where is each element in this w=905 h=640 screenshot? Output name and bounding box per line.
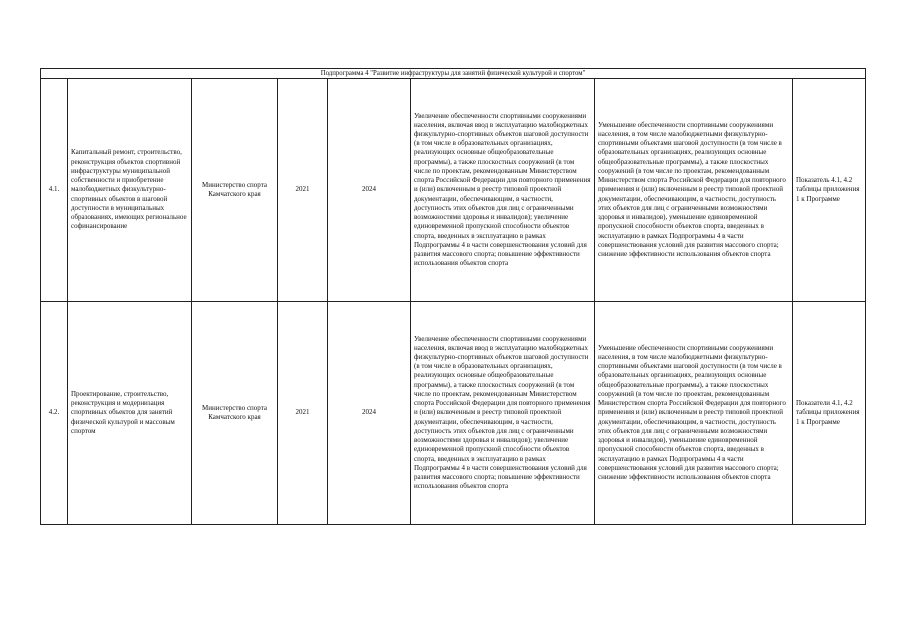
activity-name: Проектирование, строительство, реконструкция и модернизация спортивных объектов для занятий физической культурой и массовым спортом <box>68 302 192 525</box>
program-activities-table <box>40 68 866 525</box>
expected-result: Увеличение обеспеченности спортивными сооружениями населения, включая ввод в эксплуатацию малобюджетных физкультурно-спортивных объектов шаговой доступности (в том числе в образовательных организациях, реализующих основные общеобразовательные программы), а также плоскостных сооружений (в том числе по проектам, рекомендованным Министерством спорта Российской Федерации для повторного применения и (или) включенным в реестр типовой проектной документации, обеспечивающим, в частности, доступность этих объектов для лиц с ограниченными возможностями здоровья и инвалидов); увеличение единовременной пропускной способности объектов спорта, введенных в эксплуатацию в рамках Подпрограммы 4 в части совершенствования условий для развития массового спорта; повышение эффективности использования объектов спорта <box>411 79 595 302</box>
table-row <box>41 79 866 302</box>
non-implementation-consequences: Уменьшение обеспеченности спортивными сооружениями населения, в том числе малобюджетными физкультурно-спортивными объектами шаговой доступности (в том числе в образовательных организациях, реализующих основные общеобразовательные программы), а также плоскостных сооружений (в том числе по проектам, рекомендованным Министерством спорта Российской Федерации для повторного применения и (или) включенным в реестр типовой проектной документации, обеспечивающим, в частности, доступность этих объектов для лиц с ограниченными возможностями здоровья и инвалидов), уменьшение единовременной пропускной способности объектов спорта, введенных в эксплуатацию в рамках Подпрограммы 4 в части совершенствования условий для развития массового спорта; снижение эффективности использования объектов спорта <box>595 79 793 302</box>
row-number: 4.2. <box>41 302 68 525</box>
expected-result: Увеличение обеспеченности спортивными сооружениями населения, включая ввод в эксплуатацию малобюджетных физкультурно-спортивных объектов шаговой доступности (в том числе в образовательных организациях, реализующих основные общеобразовательные программы), а также плоскостных сооружений (в том числе по проектам, рекомендованным Министерством спорта Российской Федерации для повторного применения и (или) включенным в реестр типовой проектной документации, обеспечивающим, в частности, доступность этих объектов для лиц с ограниченными возможностями здоровья и инвалидов); увеличение единовременной пропускной способности объектов спорта, введенных в эксплуатацию в рамках Подпрограммы 4 в части совершенствования условий для развития массового спорта; повышение эффективности использования объектов спорта <box>411 302 595 525</box>
linked-indicators: Показатель 4.1, 4.2 таблицы приложения 1 к Программе <box>793 79 866 302</box>
end-year: 2024 <box>328 302 411 525</box>
responsible-executor: Министерство спорта Камчатского края <box>192 79 278 302</box>
table-row <box>41 302 866 525</box>
start-year: 2021 <box>278 79 328 302</box>
subprogram-title: Подпрограмма 4 "Развитие инфраструктуры для занятий физической культурой и спортом" <box>41 69 866 79</box>
subprogram-header-row <box>41 69 866 79</box>
start-year: 2021 <box>278 302 328 525</box>
linked-indicators: Показатели 4.1, 4.2 таблицы приложения 1 к Программе <box>793 302 866 525</box>
non-implementation-consequences: Уменьшение обеспеченности спортивными сооружениями населения, в том числе малобюджетными физкультурно-спортивными объектами шаговой доступности (в том числе в образовательных организациях, реализующих основные общеобразовательные программы), а также плоскостных сооружений (в том числе по проектам, рекомендованным Министерством спорта Российской Федерации для повторного применения и (или) включенным в реестр типовой проектной документации, обеспечивающим, в частности, доступность этих объектов для лиц с ограниченными возможностями здоровья и инвалидов), уменьшение единовременной пропускной способности объектов спорта, введенных в эксплуатацию в рамках Подпрограммы 4 в части совершенствования условий для развития массового спорта; снижение эффективности использования объектов спорта <box>595 302 793 525</box>
row-number: 4.1. <box>41 79 68 302</box>
responsible-executor: Министерство спорта Камчатского края <box>192 302 278 525</box>
end-year: 2024 <box>328 79 411 302</box>
activity-name: Капитальный ремонт, строительство, реконструкция объектов спортивной инфраструктуры муниципальной собственности и приобретение малобюджетных физкультурно-спортивных объектов в шаговой доступности в муниципальных образованиях, имеющих региональное софинансирование <box>68 79 192 302</box>
